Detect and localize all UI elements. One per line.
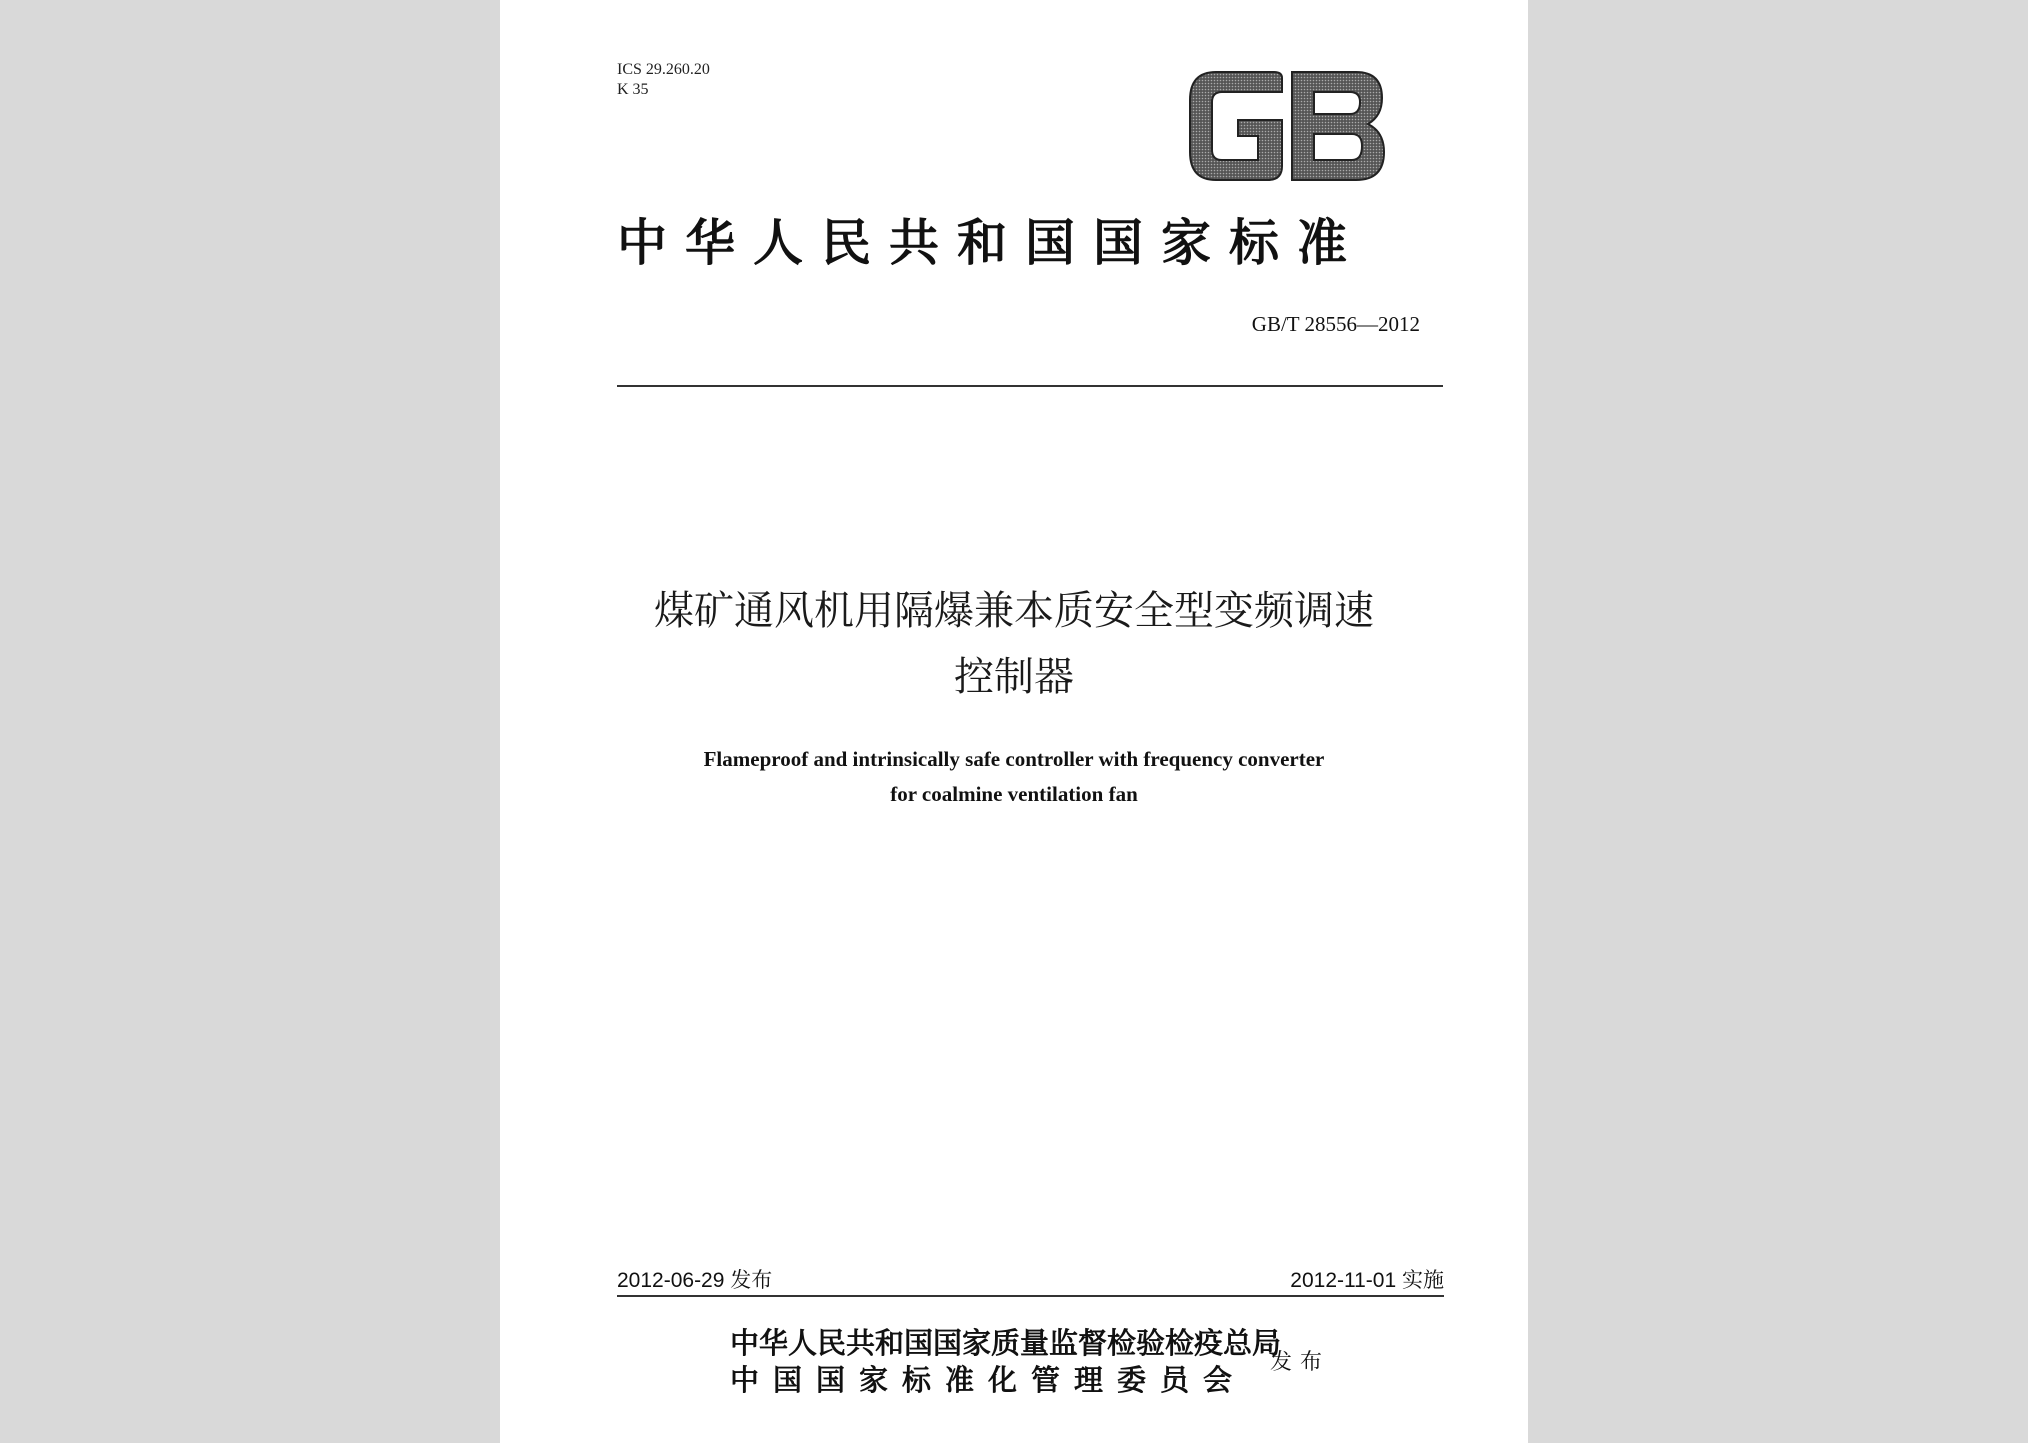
- issue-date: 2012-06-29 发布: [617, 1269, 773, 1292]
- footer-divider: [617, 1295, 1444, 1297]
- chinese-title-line-1: 煤矿通风机用隔爆兼本质安全型变频调速: [654, 588, 1374, 634]
- standard-type-heading: 中华人民共和国国家标准: [617, 213, 1365, 272]
- ccs-code: K 35: [617, 81, 649, 98]
- implementation-date: 2012-11-01 实施: [1290, 1269, 1444, 1292]
- gb-logo: [1186, 70, 1386, 182]
- chinese-title: [500, 578, 1528, 710]
- issue-label: 发布: [1270, 1350, 1331, 1375]
- issuer-sac: 中国国家标准化管理委员会: [730, 1363, 1247, 1397]
- english-title-line-1: Flameproof and intrinsically safe controller with frequency converter: [703, 747, 1325, 771]
- english-title-line-2: for coalmine ventilation fan: [890, 782, 1138, 806]
- classification-codes: [617, 60, 710, 100]
- document-page: [500, 0, 1528, 1443]
- issuing-authorities: [730, 1325, 1281, 1399]
- chinese-title-line-2: 控制器: [954, 654, 1074, 700]
- english-title: [500, 742, 1528, 812]
- header-divider: [617, 385, 1443, 387]
- standard-number: GB/T 28556—2012: [1251, 312, 1420, 336]
- ics-code: ICS 29.260.20: [617, 61, 710, 78]
- issuer-aqsiq: 中华人民共和国国家质量监督检验检疫总局: [730, 1326, 1282, 1360]
